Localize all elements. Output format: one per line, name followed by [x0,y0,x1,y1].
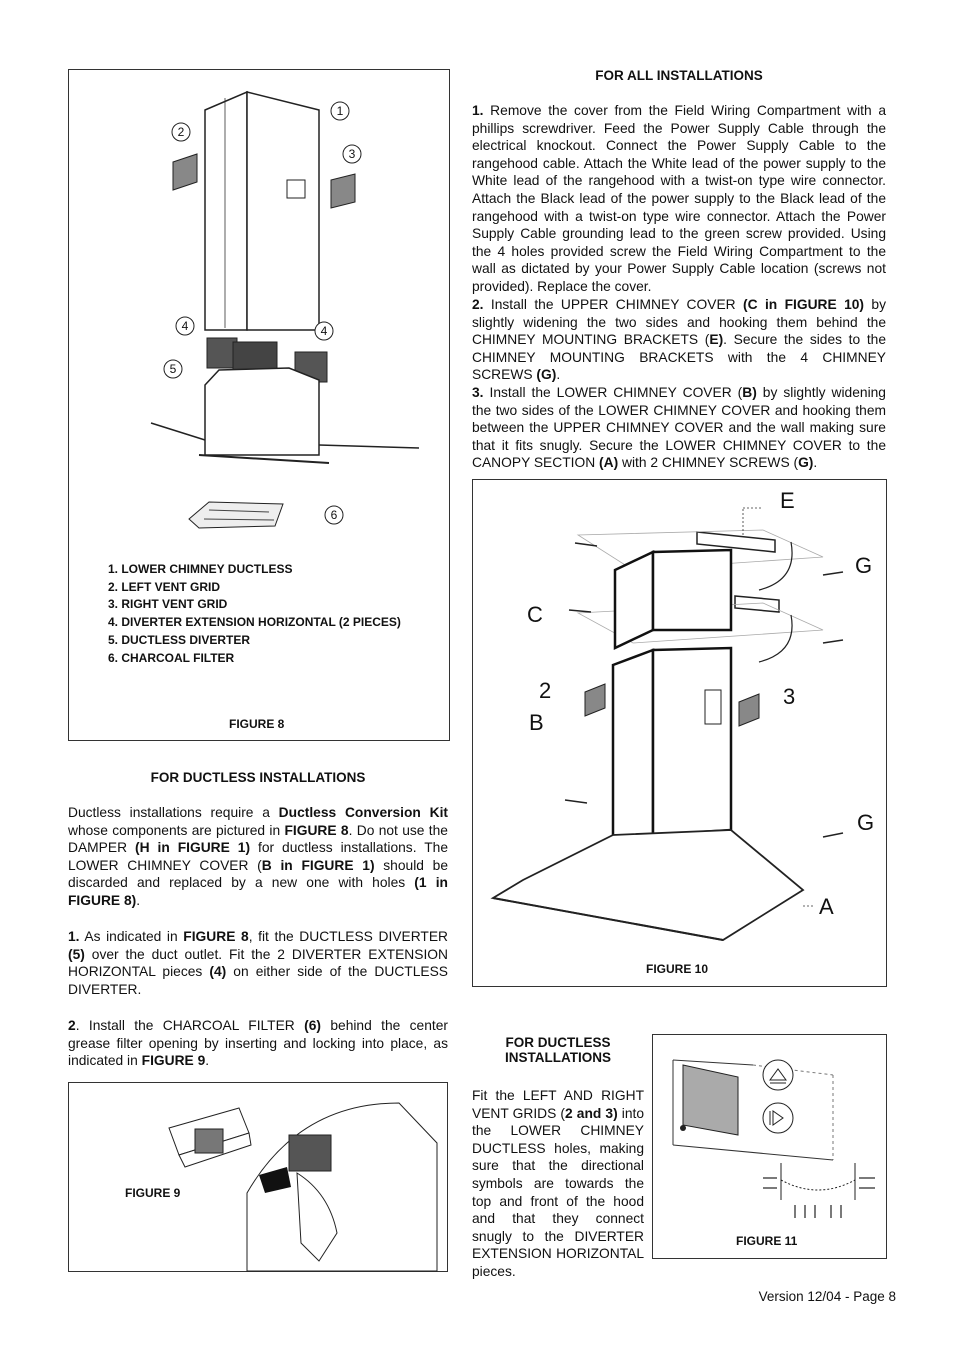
all-step-1: 1. Remove the cover from the Field Wiring Compartment with a phillips screwdriver. Feed the Power Supply Cable through the electrical knockout. Connect the Power Supply Cable to the rangehood cable. Attach the White lead of the power supply to the White lead of the rangehood with a twist-on type wire connector. Attach the Black lead of the power supply to the Black lead of the rangehood with a twist-on type wire connector. Attach the Power Supply Cable grounding lead to the green screw provided. Using the 4 holes provided screw the Field Wiring Compartment to the wall as dictated by your Power Supply Cable location (screws not provided). Replace the cover. [472,103,886,294]
all-step-2: 2. Install the UPPER CHIMNEY COVER (C in FIGURE 10) by slightly widening the two sides and hooking them behind the CHIMNEY MOUNTING BRACKETS (E). Secure the sides to the CHIMNEY MOUNTING BRACKETS with the 4 CHIMNEY SCREWS (G). [472,297,886,383]
callout-1: 1 [336,104,344,118]
label-c: C [527,602,543,627]
label-b: B [529,710,544,735]
callout-5: 5 [169,362,177,376]
legend-item: 6. CHARCOAL FILTER [108,650,235,665]
figure-8-box [68,69,450,741]
ductless-step-1: 1. As indicated in FIGURE 8, fit the DUCTLESS DIVERTER (5) over the duct outlet. Fit the 2 DIVERTER EXTENSION HORIZONTAL pieces (4) on either side of the DUCTLESS DIVERTER. [68,929,449,997]
figure-10-illustration [473,480,886,986]
label-3: 3 [783,684,796,709]
legend-item: 4. DIVERTER EXTENSION HORIZONTAL (2 PIECES) [108,615,401,630]
figure-10-caption: FIGURE 10 [646,962,709,976]
callout-6: 6 [330,508,338,522]
vents-heading: FOR DUCTLESS INSTALLATIONS [505,1035,611,1065]
all-step-3: 3. Install the LOWER CHIMNEY COVER (B) by slightly widening the two sides of the LOWER CHIMNEY COVER and hooking them between the UPPER CHIMNEY COVER and the wall making sure that it fits snugly. Secure the LOWER CHIMNEY COVER to the CANOPY SECTION (A) with 2 CHIMNEY SCREWS (G). [472,385,886,471]
legend-item: 1. LOWER CHIMNEY DUCTLESS [108,562,293,576]
callout-3: 3 [348,147,356,161]
label-g-upper: G [855,553,873,578]
ductless-step-2: 2. Install the CHARCOAL FILTER (6) behind the center grease filter opening by inserting and locking into place, as indicated in FIGURE 9. [68,1018,448,1069]
ductless-intro: Ductless installations require a Ductless Conversion Kit whose components are pictured in FIGURE 8. Do not use the DAMPER (H in FIGURE 1) for ductless installations. The LOWER CHIMNEY COVER (B in FIGURE 1) should be discarded and replaced by a new one with holes (1 in FIGURE 8). [68,805,449,908]
legend-item: 2. LEFT VENT GRID [108,579,221,594]
figure-9-box [68,1082,448,1272]
callout-4-right: 4 [320,324,328,338]
callout-4-left: 4 [181,319,189,333]
figure-8-caption: FIGURE 8 [229,717,285,731]
figure-9-illustration [69,1083,447,1271]
figure-10-box [472,479,887,987]
ductless-heading: FOR DUCTLESS INSTALLATIONS [150,770,366,785]
legend-item: 5. DUCTLESS DIVERTER [108,632,251,647]
label-g-lower: G [857,810,875,835]
figure-11-caption: FIGURE 11 [736,1234,798,1248]
label-a: A [819,894,834,919]
figure-11-box [652,1034,887,1259]
label-e: E [780,488,795,513]
all-heading: FOR ALL INSTALLATIONS [595,68,763,83]
page-footer: Version 12/04 - Page 8 [758,1289,896,1304]
figure-8-illustration [69,70,449,550]
legend-item: 3. RIGHT VENT GRID [108,597,228,612]
figure-8-legend [108,561,448,667]
vents-paragraph: Fit the LEFT AND RIGHT VENT GRIDS (2 and 3) into the LOWER CHIMNEY DUCTLESS holes, making sure that the directional symbols are towards the top and front of the hood and that they connect snugly to the DIVERTER EXTENSION HORIZONTAL pieces. [472,1088,645,1279]
figure-9-caption: FIGURE 9 [125,1186,181,1200]
figure-11-illustration [653,1035,886,1258]
label-2: 2 [539,678,552,703]
callout-2: 2 [177,125,185,139]
